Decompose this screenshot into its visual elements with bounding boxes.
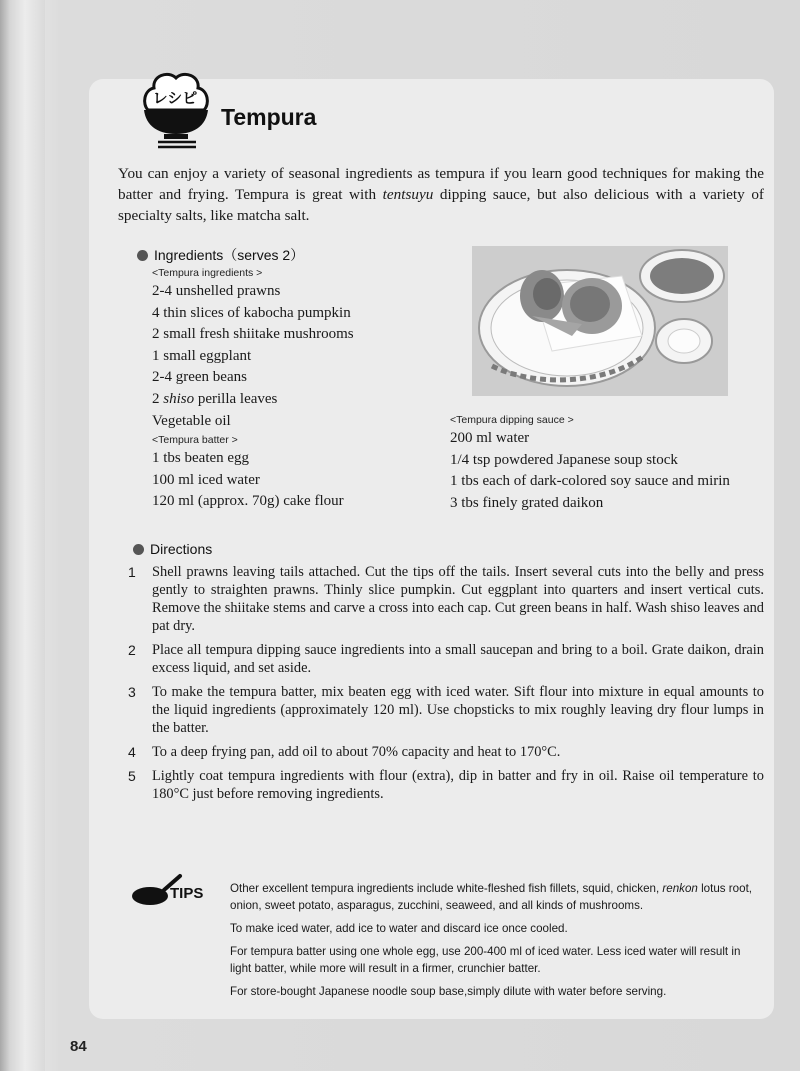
tip-item: Other excellent tempura ingredients include white-fleshed fish fillets, squid, chicken, renkon lotus root, onion, sweet potato, asparagus, zucchini, seaweed, and all kinds of mushrooms.	[230, 882, 753, 912]
frying-pan-icon	[130, 870, 215, 910]
step-text: To a deep frying pan, add oil to about 70% capacity and heat to 170°C.	[152, 744, 561, 760]
step-number: 1	[128, 564, 136, 580]
step-text: Shell prawns leaving tails attached. Cut the tips off the tails. Insert several cuts into the belly and press gently to straighten prawns. Thinly slice pumpkin. Cut eggplant into quarters and insert vertical cuts. Remove the shiitake stems and carve a cross into each cap. Cut green beans in half. Wash shiso leaves and pat dry.	[152, 564, 764, 634]
direction-step	[128, 743, 764, 761]
tips-label: TIPS	[170, 885, 204, 902]
tempura-photo	[472, 246, 728, 396]
ingredients-heading: Ingredients（serves 2）	[137, 245, 304, 265]
ingredient-item: 4 thin slices of kabocha pumpkin	[152, 304, 351, 321]
logo-text: レシピ	[152, 89, 198, 107]
directions-list	[128, 563, 764, 809]
ingredient-item: 200 ml water	[450, 430, 530, 446]
page-title: Tempura	[221, 104, 317, 130]
bullet-icon	[137, 250, 148, 261]
step-number: 4	[128, 744, 136, 760]
ingredient-item: Vegetable oil	[152, 412, 231, 429]
ingredient-item: 3 tbs finely grated daikon	[450, 494, 604, 511]
ingredient-item: 1/4 tsp powdered Japanese soup stock	[450, 451, 678, 468]
ingredient-item: 100 ml iced water	[152, 471, 260, 488]
direction-step	[128, 641, 764, 677]
direction-step	[128, 767, 764, 803]
tip-item: For tempura batter using one whole egg, use 200-400 ml of iced water. Less iced water will result in light batter, while more will result in a firmer, crunchier batter.	[230, 945, 741, 975]
bullet-icon	[133, 544, 144, 555]
intro-paragraph: You can enjoy a variety of seasonal ingredients as tempura if you learn good techniques for making the batter and frying. Tempura is great with tentsuyu dipping sauce, but also delicious with a variety of specialty salts, like matcha salt.	[118, 165, 764, 224]
ingredient-item: 1 tbs beaten egg	[152, 450, 250, 467]
directions-heading: Directions	[133, 541, 212, 557]
ingredients-left-column	[152, 265, 354, 513]
tip-item: To make iced water, add ice to water and discard ice once cooled.	[230, 922, 568, 935]
dipping-sauce-subheading: <Tempura dipping sauce >	[450, 414, 574, 426]
ingredient-item: 2-4 unshelled prawns	[152, 283, 281, 299]
page-number: 84	[70, 1038, 87, 1055]
rice-bowl-icon	[138, 68, 213, 150]
book-binding	[0, 0, 45, 1071]
direction-step	[128, 563, 764, 635]
step-text: To make the tempura batter, mix beaten egg with iced water. Sift flour into mixture in equal amounts to the liquid ingredients (approximately 120 ml). Use chopsticks to mix roughly leaving dry flour lumps in the batter.	[152, 684, 764, 736]
step-text: Place all tempura dipping sauce ingredients into a small saucepan and bring to a boil. Grate daikon, drain excess liquid, and set aside.	[152, 642, 764, 676]
step-number: 5	[128, 768, 136, 784]
tip-item: For store-bought Japanese noodle soup base,simply dilute with water before serving.	[230, 985, 667, 998]
step-number: 2	[128, 642, 136, 658]
step-text: Lightly coat tempura ingredients with flour (extra), dip in batter and fry in oil. Raise oil temperature to 180°C just before removing ingredients.	[152, 768, 764, 802]
tempura-batter-subheading: <Tempura batter >	[152, 434, 238, 447]
ingredient-item: 2-4 green beans	[152, 369, 247, 386]
ingredient-item: 1 tbs each of dark-colored soy sauce and mirin	[450, 473, 730, 490]
ingredient-item: 120 ml (approx. 70g) cake flour	[152, 493, 344, 510]
tips-section	[230, 880, 760, 1006]
tempura-ingredients-subheading: <Tempura ingredients >	[152, 267, 263, 279]
ingredient-item: 2 shiso perilla leaves	[152, 390, 278, 407]
dipping-sauce-column	[450, 412, 730, 514]
ingredient-item: 2 small fresh shiitake mushrooms	[152, 326, 354, 343]
direction-step	[128, 683, 764, 737]
ingredient-item: 1 small eggplant	[152, 347, 252, 364]
step-number: 3	[128, 684, 136, 700]
